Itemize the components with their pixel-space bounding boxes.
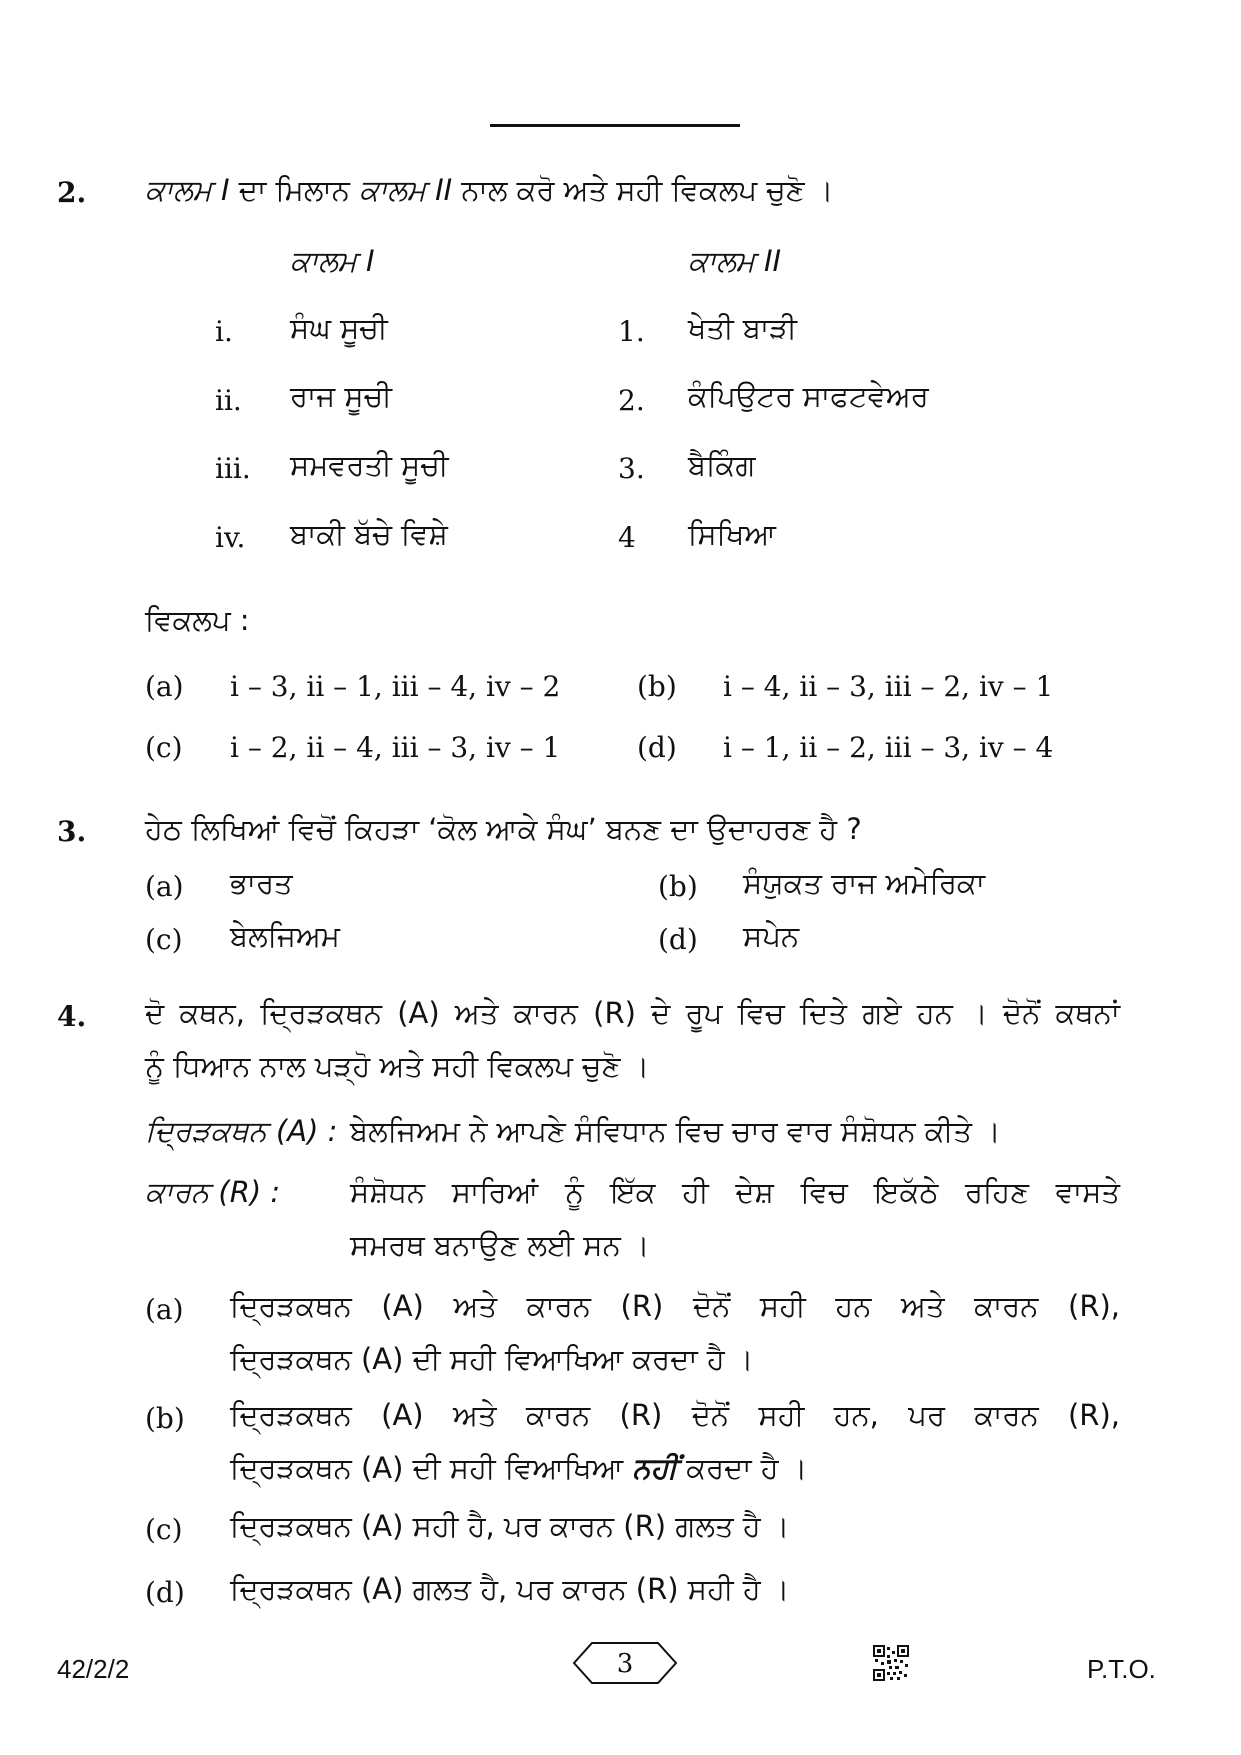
assertion-label: ਦ੍ਰਿੜਕਥਨ (A) : [145,1114,338,1148]
column-2-item: ਕੰਪਿਉਟਰ ਸਾਫਟਵੇਅਰ [688,379,929,413]
option-line2: ਦ੍ਰਿੜਕਥਨ (A) ਦੀ ਸਹੀ ਵਿਆਖਿਆ ਕਰਦਾ ਹੈ । [230,1342,754,1376]
option-label: (a) [145,670,184,703]
option-label: (d) [658,923,698,956]
option-label: (b) [658,870,698,903]
emphasis-not: ਨਹੀਂ [632,1451,678,1485]
column-2-label: 1. [618,315,645,348]
pto-label: P.T.O. [1087,1654,1156,1684]
option-text: i – 2, ii – 4, iii – 3, iv – 1 [230,731,561,764]
qr-code-icon [873,1645,909,1681]
option-text: ਸੰਯੁਕਤ ਰਾਜ ਅਮੇਰਿਕਾ [743,866,985,900]
question-2-stem [145,173,833,208]
reason-line2: ਸਮਰਥ ਬਨਾਉਣ ਲਈ ਸਨ । [350,1228,650,1262]
option-line1: ਦ੍ਰਿੜਕਥਨ (A) ਗਲਤ ਹੈ, ਪਰ ਕਾਰਨ (R) ਸਹੀ ਹੈ । [230,1572,790,1606]
column-1-item: ਸਮਵਰਤੀ ਸੂਚੀ [290,448,449,482]
page-number-badge [570,1640,680,1686]
option-label: (b) [637,670,677,703]
option-label: (a) [145,1293,184,1326]
column-1-label: i. [215,315,233,348]
column-1-header: ਕਾਲਮ I [290,244,375,278]
option-text: i – 3, ii – 1, iii – 4, iv – 2 [230,670,561,703]
top-rule [490,124,740,127]
column-1-item: ਸੰਘ ਸੂਚੀ [290,311,388,345]
column-1-label: ii. [215,384,242,417]
question-3-stem: ਹੇਠ ਲਿਖਿਆਂ ਵਿਚੋਂ ਕਿਹੜਾ ‘ਕੋਲ ਆਕੇ ਸੰਘ’ ਬਨਣ ਦਾ ਉਦਾਹਰਣ ਹੈ ? [145,812,862,846]
option-label: (d) [637,731,677,764]
column-1-item: ਬਾਕੀ ਬੱਚੇ ਵਿਸ਼ੇ [290,517,448,551]
column-2-item: ਬੈਕਿੰਗ [688,448,756,482]
question-4-stem-line1: ਦੋ ਕਥਨ, ਦ੍ਰਿੜਕਥਨ (A) ਅਤੇ ਕਾਰਨ (R) ਦੇ ਰੂਪ ਵਿਚ ਦਿਤੇ ਗਏ ਹਨ । ਦੋਨੋਂ ਕਥਨਾਂ [145,996,1120,1030]
column-2-label: 3. [618,452,645,485]
option-label: (a) [145,870,184,903]
option-line2-pre: ਦ੍ਰਿੜਕਥਨ (A) ਦੀ ਸਹੀ ਵਿਆਖਿਆ [230,1451,633,1485]
column-1-item: ਰਾਜ ਸੂਚੀ [290,379,393,413]
stem-end: ਨਾਲ ਕਰੋ ਅਤੇ ਸਹੀ ਵਿਕਲਪ ਚੁਣੋ । [452,173,834,207]
option-text: ਬੇਲਜਿਅਮ [230,919,340,953]
option-line2-post: ਕਰਦਾ ਹੈ । [677,1451,808,1485]
question-2-number: 2. [57,176,87,209]
question-4-number: 4. [57,1000,87,1033]
option-label: (d) [145,1576,185,1609]
column-1-label: iv. [215,521,246,554]
question-4-stem-line2: ਨੂੰ ਧਿਆਨ ਨਾਲ ਪੜ੍ਹੋ ਅਤੇ ਸਹੀ ਵਿਕਲਪ ਚੁਣੋ । [145,1049,650,1083]
column-2-item: ਸਿਖਿਆ [688,517,776,551]
stem-column-2: ਕਾਲਮ II [359,173,453,207]
assertion-text: ਬੇਲਜਿਅਮ ਨੇ ਆਪਣੇ ਸੰਵਿਧਾਨ ਵਿਚ ਚਾਰ ਵਾਰ ਸੰਸ਼ੋਧਨ ਕੀਤੇ । [350,1114,1001,1148]
option-line1: ਦ੍ਰਿੜਕਥਨ (A) ਅਤੇ ਕਾਰਨ (R) ਦੋਨੋਂ ਸਹੀ ਹਨ, ਪਰ ਕਾਰਨ (R), [230,1398,1120,1432]
paper-code: 42/2/2 [57,1654,130,1684]
option-label: (c) [145,923,183,956]
column-2-header: ਕਾਲਮ II [688,244,782,278]
option-text: i – 1, ii – 2, iii – 3, iv – 4 [723,731,1054,764]
option-line2 [230,1451,807,1486]
question-3-number: 3. [57,815,87,848]
option-text: i – 4, ii – 3, iii – 2, iv – 1 [723,670,1054,703]
stem-column-1: ਕਾਲਮ I [145,173,230,207]
column-2-label: 2. [618,384,645,417]
option-label: (b) [145,1402,185,1435]
option-line1: ਦ੍ਰਿੜਕਥਨ (A) ਸਹੀ ਹੈ, ਪਰ ਕਾਰਨ (R) ਗਲਤ ਹੈ । [230,1509,790,1543]
column-2-item: ਖੇਤੀ ਬਾੜੀ [688,311,797,345]
option-label: (c) [145,731,183,764]
column-1-label: iii. [215,452,251,485]
option-line1: ਦ੍ਰਿੜਕਥਨ (A) ਅਤੇ ਕਾਰਨ (R) ਦੋਨੋਂ ਸਹੀ ਹਨ ਅਤੇ ਕਾਰਨ (R), [230,1289,1120,1323]
stem-middle: ਦਾ ਮਿਲਾਨ [229,173,360,207]
reason-label: ਕਾਰਨ (R) : [145,1175,281,1209]
column-2-label: 4 [618,521,636,554]
option-text: ਸਪੇਨ [743,919,800,953]
option-text: ਭਾਰਤ [230,866,293,900]
page-number: 3 [616,1649,634,1679]
reason-line1: ਸੰਸ਼ੋਧਨ ਸਾਰਿਆਂ ਨੂੰ ਇੱਕ ਹੀ ਦੇਸ਼ ਵਿਚ ਇਕੱਠੇ ਰਹਿਣ ਵਾਸਤੇ [350,1175,1120,1209]
options-heading: ਵਿਕਲਪ : [145,603,250,637]
option-label: (c) [145,1513,183,1546]
